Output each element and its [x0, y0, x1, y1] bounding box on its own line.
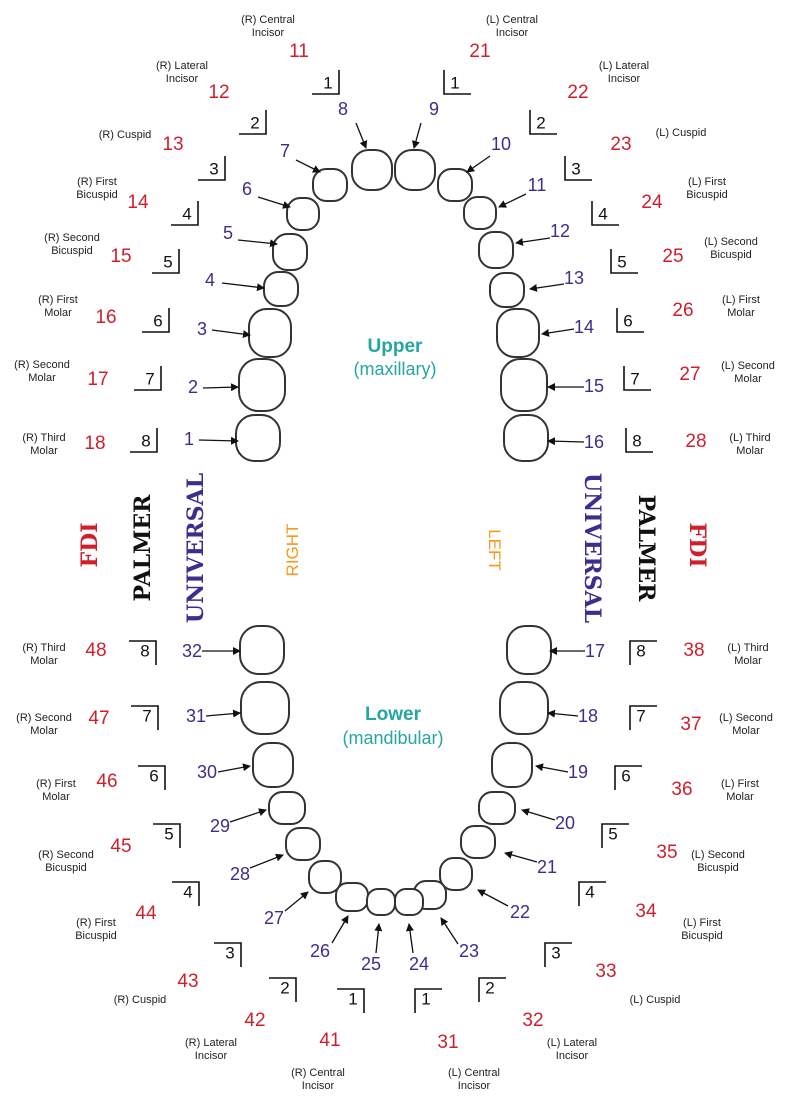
tooth-16-palmer-number: 8	[632, 431, 642, 451]
universal-label-right: UNIVERSAL	[579, 472, 605, 624]
tooth-16-fdi-number: 28	[685, 431, 707, 453]
tooth-17-name-line: Molar	[734, 654, 762, 667]
tooth-1-outline	[236, 415, 280, 461]
tooth-21-fdi-number: 34	[635, 901, 657, 923]
tooth-25-universal-number: 25	[360, 953, 382, 974]
tooth-28-palmer-number: 4	[183, 882, 193, 902]
tooth-29-universal-number: 29	[209, 815, 231, 836]
tooth-5-arrow	[238, 240, 277, 244]
tooth-14-arrow	[542, 329, 574, 334]
tooth-31-fdi-number: 47	[88, 708, 110, 730]
tooth-17-name-line: (L) Third	[727, 641, 769, 654]
tooth-3-outline	[249, 309, 291, 357]
tooth-13-fdi-number: 25	[662, 246, 684, 268]
tooth-31-outline	[241, 682, 289, 734]
tooth-32-universal-number: 32	[181, 640, 203, 661]
tooth-7-outline	[313, 169, 347, 201]
tooth-2-arrow	[203, 387, 238, 388]
tooth-21-name-line: (L) First	[683, 916, 721, 929]
tooth-22-arrow	[478, 890, 508, 906]
tooth-29-name-line: (R) Second	[38, 848, 94, 861]
tooth-14-name-line: (L) First	[722, 293, 760, 306]
universal-label-left: UNIVERSAL	[183, 472, 209, 624]
tooth-12-fdi-number: 24	[641, 192, 663, 214]
tooth-8-name-line: (R) Central	[241, 13, 295, 26]
tooth-30-fdi-number: 46	[96, 771, 118, 793]
tooth-11-universal-number: 11	[527, 174, 547, 195]
tooth-19-arrow	[536, 766, 568, 772]
tooth-31-arrow	[206, 713, 240, 716]
tooth-7-palmer-number: 2	[250, 113, 260, 133]
tooth-4-palmer-number: 5	[163, 252, 173, 272]
tooth-27-fdi-number: 43	[177, 971, 199, 993]
tooth-21-arrow	[505, 853, 537, 862]
tooth-32-name-line: (R) Third	[22, 641, 66, 654]
tooth-1-name-line: Molar	[30, 444, 58, 457]
tooth-32-outline	[240, 626, 284, 674]
fdi-label-left: FDI	[77, 522, 103, 568]
tooth-3-fdi-number: 16	[95, 307, 117, 329]
tooth-6-arrow	[258, 197, 290, 207]
tooth-19-outline	[492, 743, 532, 787]
tooth-3-name-line: Molar	[44, 306, 72, 319]
tooth-23-name-line: Incisor	[555, 1049, 589, 1062]
tooth-18-name-line: (L) Second	[719, 711, 773, 724]
fdi-label-right: FDI	[684, 522, 710, 568]
tooth-20-universal-number: 20	[554, 812, 576, 833]
tooth-9-universal-number: 9	[428, 98, 440, 119]
tooth-26-arrow	[332, 916, 348, 943]
tooth-27-arrow	[285, 892, 308, 911]
tooth-24-name-line: Incisor	[457, 1079, 491, 1092]
tooth-1-fdi-number: 18	[84, 433, 106, 455]
tooth-30-name-line: Molar	[42, 790, 70, 803]
tooth-15-fdi-number: 27	[679, 364, 701, 386]
tooth-18-arrow	[548, 713, 578, 716]
tooth-12-name-line: (L) First	[688, 175, 726, 188]
tooth-20-arrow	[522, 810, 555, 820]
tooth-13-name-line: Bicuspid	[710, 248, 752, 261]
tooth-18-name-line: Molar	[732, 724, 760, 737]
tooth-1-palmer-number: 8	[141, 431, 151, 451]
tooth-9-name-line: Incisor	[495, 26, 529, 39]
tooth-5-name-line: Bicuspid	[76, 188, 118, 201]
tooth-25-name-line: (R) Central	[291, 1066, 345, 1079]
tooth-7-arrow	[296, 160, 320, 172]
tooth-26-outline	[336, 883, 368, 911]
tooth-17-universal-number: 17	[584, 640, 606, 661]
tooth-21-name-line: Bicuspid	[681, 929, 723, 942]
tooth-8-arrow	[356, 123, 366, 148]
tooth-7-universal-number: 7	[279, 140, 291, 161]
tooth-12-palmer-number: 4	[598, 204, 608, 224]
tooth-31-universal-number: 31	[185, 705, 207, 726]
tooth-13-palmer-number: 5	[617, 252, 627, 272]
tooth-9-arrow	[414, 123, 421, 148]
tooth-24-fdi-number: 31	[437, 1032, 459, 1054]
lower-arch-title: Lower	[365, 704, 421, 725]
tooth-23-palmer-number: 2	[485, 978, 495, 998]
tooth-5-palmer-number: 4	[182, 204, 192, 224]
tooth-12-universal-number: 12	[549, 220, 571, 241]
tooth-25-palmer-number: 1	[348, 989, 358, 1009]
tooth-4-arrow	[222, 283, 264, 288]
tooth-26-universal-number: 26	[309, 940, 331, 961]
tooth-23-arrow	[441, 918, 458, 944]
tooth-15-universal-number: 15	[583, 375, 605, 396]
tooth-25-outline	[367, 889, 395, 915]
tooth-25-arrow	[376, 924, 379, 953]
tooth-14-outline	[497, 309, 539, 357]
tooth-9-name-line: (L) Central	[486, 13, 538, 26]
tooth-19-universal-number: 19	[567, 761, 589, 782]
tooth-1-arrow	[199, 440, 238, 441]
tooth-28-universal-number: 28	[229, 863, 251, 884]
tooth-14-universal-number: 14	[573, 316, 595, 337]
tooth-13-universal-number: 13	[563, 267, 585, 288]
tooth-19-name-line: Molar	[726, 790, 754, 803]
tooth-25-fdi-number: 41	[319, 1030, 341, 1052]
tooth-13-outline	[490, 273, 524, 307]
tooth-32-palmer-number: 8	[140, 641, 150, 661]
tooth-7-name-line: (R) Lateral	[156, 59, 208, 72]
tooth-11-arrow	[499, 194, 526, 207]
lower-arch-subtitle: (mandibular)	[342, 728, 444, 748]
tooth-19-name-line: (L) First	[721, 777, 759, 790]
tooth-4-outline	[264, 272, 298, 306]
tooth-13-arrow	[530, 284, 564, 289]
tooth-20-name-line: Bicuspid	[697, 861, 739, 874]
tooth-9-palmer-number: 1	[450, 73, 460, 93]
tooth-2-outline	[239, 359, 285, 411]
tooth-12-arrow	[516, 238, 550, 243]
tooth-8-universal-number: 8	[337, 98, 349, 119]
tooth-2-palmer-number: 7	[145, 369, 155, 389]
tooth-29-palmer-number: 5	[164, 824, 174, 844]
tooth-6-universal-number: 6	[241, 178, 253, 199]
tooth-15-name-line: (L) Second	[721, 359, 775, 372]
tooth-10-name-line: (L) Lateral	[598, 59, 650, 72]
tooth-4-universal-number: 4	[204, 269, 216, 290]
tooth-21-palmer-number: 4	[585, 882, 595, 902]
tooth-26-name-line: (R) Lateral	[185, 1036, 237, 1049]
tooth-18-outline	[500, 682, 548, 734]
tooth-21-outline	[461, 826, 495, 858]
tooth-21-universal-number: 21	[536, 856, 558, 877]
tooth-6-outline	[287, 198, 319, 230]
tooth-11-fdi-number: 23	[610, 134, 632, 156]
tooth-28-arrow	[250, 855, 283, 868]
tooth-16-arrow	[548, 441, 584, 442]
tooth-16-outline	[504, 415, 548, 461]
tooth-22-fdi-number: 33	[595, 961, 617, 983]
tooth-2-name-line: Molar	[28, 371, 56, 384]
tooth-10-outline	[438, 169, 472, 201]
tooth-27-palmer-number: 3	[225, 943, 235, 963]
tooth-29-outline	[269, 792, 305, 824]
tooth-28-name-line: (R) First	[76, 916, 116, 929]
tooth-1-universal-number: 1	[183, 428, 195, 449]
tooth-5-universal-number: 5	[222, 222, 234, 243]
tooth-3-arrow	[212, 330, 250, 335]
tooth-27-universal-number: 27	[263, 907, 285, 928]
tooth-15-outline	[501, 359, 547, 411]
tooth-31-name-line: (R) Second	[16, 711, 72, 724]
tooth-25-name-line: Incisor	[301, 1079, 335, 1092]
tooth-4-fdi-number: 15	[110, 246, 132, 268]
tooth-17-outline	[507, 626, 551, 674]
tooth-30-arrow	[218, 766, 250, 772]
tooth-13-name-line: (L) Second	[704, 235, 758, 248]
tooth-5-name-line: (R) First	[77, 175, 117, 188]
tooth-24-outline	[395, 889, 423, 915]
tooth-10-name-line: Incisor	[607, 72, 641, 85]
tooth-26-name-line: Incisor	[194, 1049, 228, 1062]
tooth-22-universal-number: 22	[509, 901, 531, 922]
tooth-8-outline	[352, 150, 392, 190]
upper-arch-subtitle: (maxillary)	[353, 359, 437, 379]
tooth-3-universal-number: 3	[196, 318, 208, 339]
tooth-11-name-line: (L) Cuspid	[655, 126, 707, 139]
tooth-3-name-line: (R) First	[38, 293, 78, 306]
tooth-23-universal-number: 23	[458, 940, 480, 961]
tooth-22-palmer-number: 3	[551, 943, 561, 963]
tooth-15-palmer-number: 7	[630, 369, 640, 389]
tooth-10-universal-number: 10	[490, 133, 512, 154]
tooth-10-palmer-number: 2	[536, 113, 546, 133]
tooth-30-name-line: (R) First	[36, 777, 76, 790]
tooth-30-palmer-number: 6	[149, 766, 159, 786]
tooth-4-name-line: (R) Second	[44, 231, 100, 244]
tooth-3-palmer-number: 6	[153, 311, 163, 331]
tooth-14-fdi-number: 26	[672, 300, 694, 322]
tooth-12-name-line: Bicuspid	[686, 188, 728, 201]
tooth-31-palmer-number: 7	[142, 706, 152, 726]
tooth-19-fdi-number: 36	[671, 779, 693, 801]
tooth-16-universal-number: 16	[583, 431, 605, 452]
tooth-11-outline	[464, 197, 496, 229]
tooth-10-arrow	[467, 156, 490, 172]
palmer-label-left: PALMER	[130, 494, 156, 602]
tooth-12-outline	[479, 232, 513, 268]
tooth-1-name-line: (R) Third	[22, 431, 66, 444]
tooth-8-fdi-number: 11	[289, 41, 309, 63]
tooth-29-arrow	[230, 810, 266, 822]
tooth-15-name-line: Molar	[734, 372, 762, 385]
tooth-17-palmer-number: 8	[636, 641, 646, 661]
tooth-27-name-line: (R) Cuspid	[113, 993, 167, 1006]
right-side-label: RIGHT	[283, 523, 302, 577]
tooth-8-palmer-number: 1	[323, 73, 333, 93]
palmer-label-right: PALMER	[633, 494, 659, 602]
tooth-9-outline	[395, 150, 435, 190]
tooth-14-name-line: Molar	[727, 306, 755, 319]
tooth-6-palmer-number: 3	[209, 159, 219, 179]
tooth-8-name-line: Incisor	[251, 26, 285, 39]
tooth-5-outline	[273, 234, 307, 270]
tooth-24-arrow	[409, 924, 413, 953]
tooth-7-name-line: Incisor	[165, 72, 199, 85]
tooth-16-name-line: Molar	[736, 444, 764, 457]
tooth-26-palmer-number: 2	[280, 978, 290, 998]
tooth-18-universal-number: 18	[577, 705, 599, 726]
tooth-23-name-line: (L) Lateral	[546, 1036, 598, 1049]
tooth-27-outline	[309, 861, 341, 893]
tooth-11-palmer-number: 3	[571, 159, 581, 179]
tooth-23-fdi-number: 32	[522, 1010, 544, 1032]
tooth-28-fdi-number: 44	[135, 903, 157, 925]
tooth-31-name-line: Molar	[30, 724, 58, 737]
tooth-28-name-line: Bicuspid	[75, 929, 117, 942]
tooth-32-fdi-number: 48	[85, 640, 107, 662]
tooth-30-outline	[253, 743, 293, 787]
left-side-label: LEFT	[485, 529, 504, 571]
tooth-6-fdi-number: 13	[162, 134, 184, 156]
tooth-2-fdi-number: 17	[87, 369, 109, 391]
tooth-24-universal-number: 24	[408, 953, 430, 974]
tooth-17-fdi-number: 38	[683, 640, 705, 662]
tooth-7-fdi-number: 12	[208, 82, 230, 104]
tooth-16-name-line: (L) Third	[729, 431, 771, 444]
tooth-28-outline	[286, 828, 320, 860]
tooth-22-name-line: (L) Cuspid	[629, 993, 681, 1006]
tooth-6-name-line: (R) Cuspid	[98, 128, 152, 141]
tooth-2-name-line: (R) Second	[14, 358, 70, 371]
tooth-29-fdi-number: 45	[110, 836, 132, 858]
tooth-18-fdi-number: 37	[680, 714, 702, 736]
tooth-20-fdi-number: 35	[656, 842, 678, 864]
tooth-2-universal-number: 2	[187, 376, 199, 397]
tooth-24-palmer-number: 1	[421, 989, 431, 1009]
tooth-5-fdi-number: 14	[127, 192, 149, 214]
tooth-10-fdi-number: 22	[567, 82, 589, 104]
tooth-14-palmer-number: 6	[623, 311, 633, 331]
tooth-32-name-line: Molar	[30, 654, 58, 667]
tooth-20-name-line: (L) Second	[691, 848, 745, 861]
tooth-18-palmer-number: 7	[636, 706, 646, 726]
tooth-26-fdi-number: 42	[244, 1010, 266, 1032]
tooth-29-name-line: Bicuspid	[45, 861, 87, 874]
tooth-24-name-line: (L) Central	[448, 1066, 500, 1079]
tooth-20-palmer-number: 5	[608, 824, 618, 844]
tooth-19-palmer-number: 6	[621, 766, 631, 786]
tooth-4-name-line: Bicuspid	[51, 244, 93, 257]
upper-arch-title: Upper	[367, 336, 423, 357]
tooth-9-fdi-number: 21	[469, 41, 491, 63]
tooth-20-outline	[479, 792, 515, 824]
tooth-30-universal-number: 30	[196, 761, 218, 782]
tooth-22-outline	[440, 858, 472, 890]
